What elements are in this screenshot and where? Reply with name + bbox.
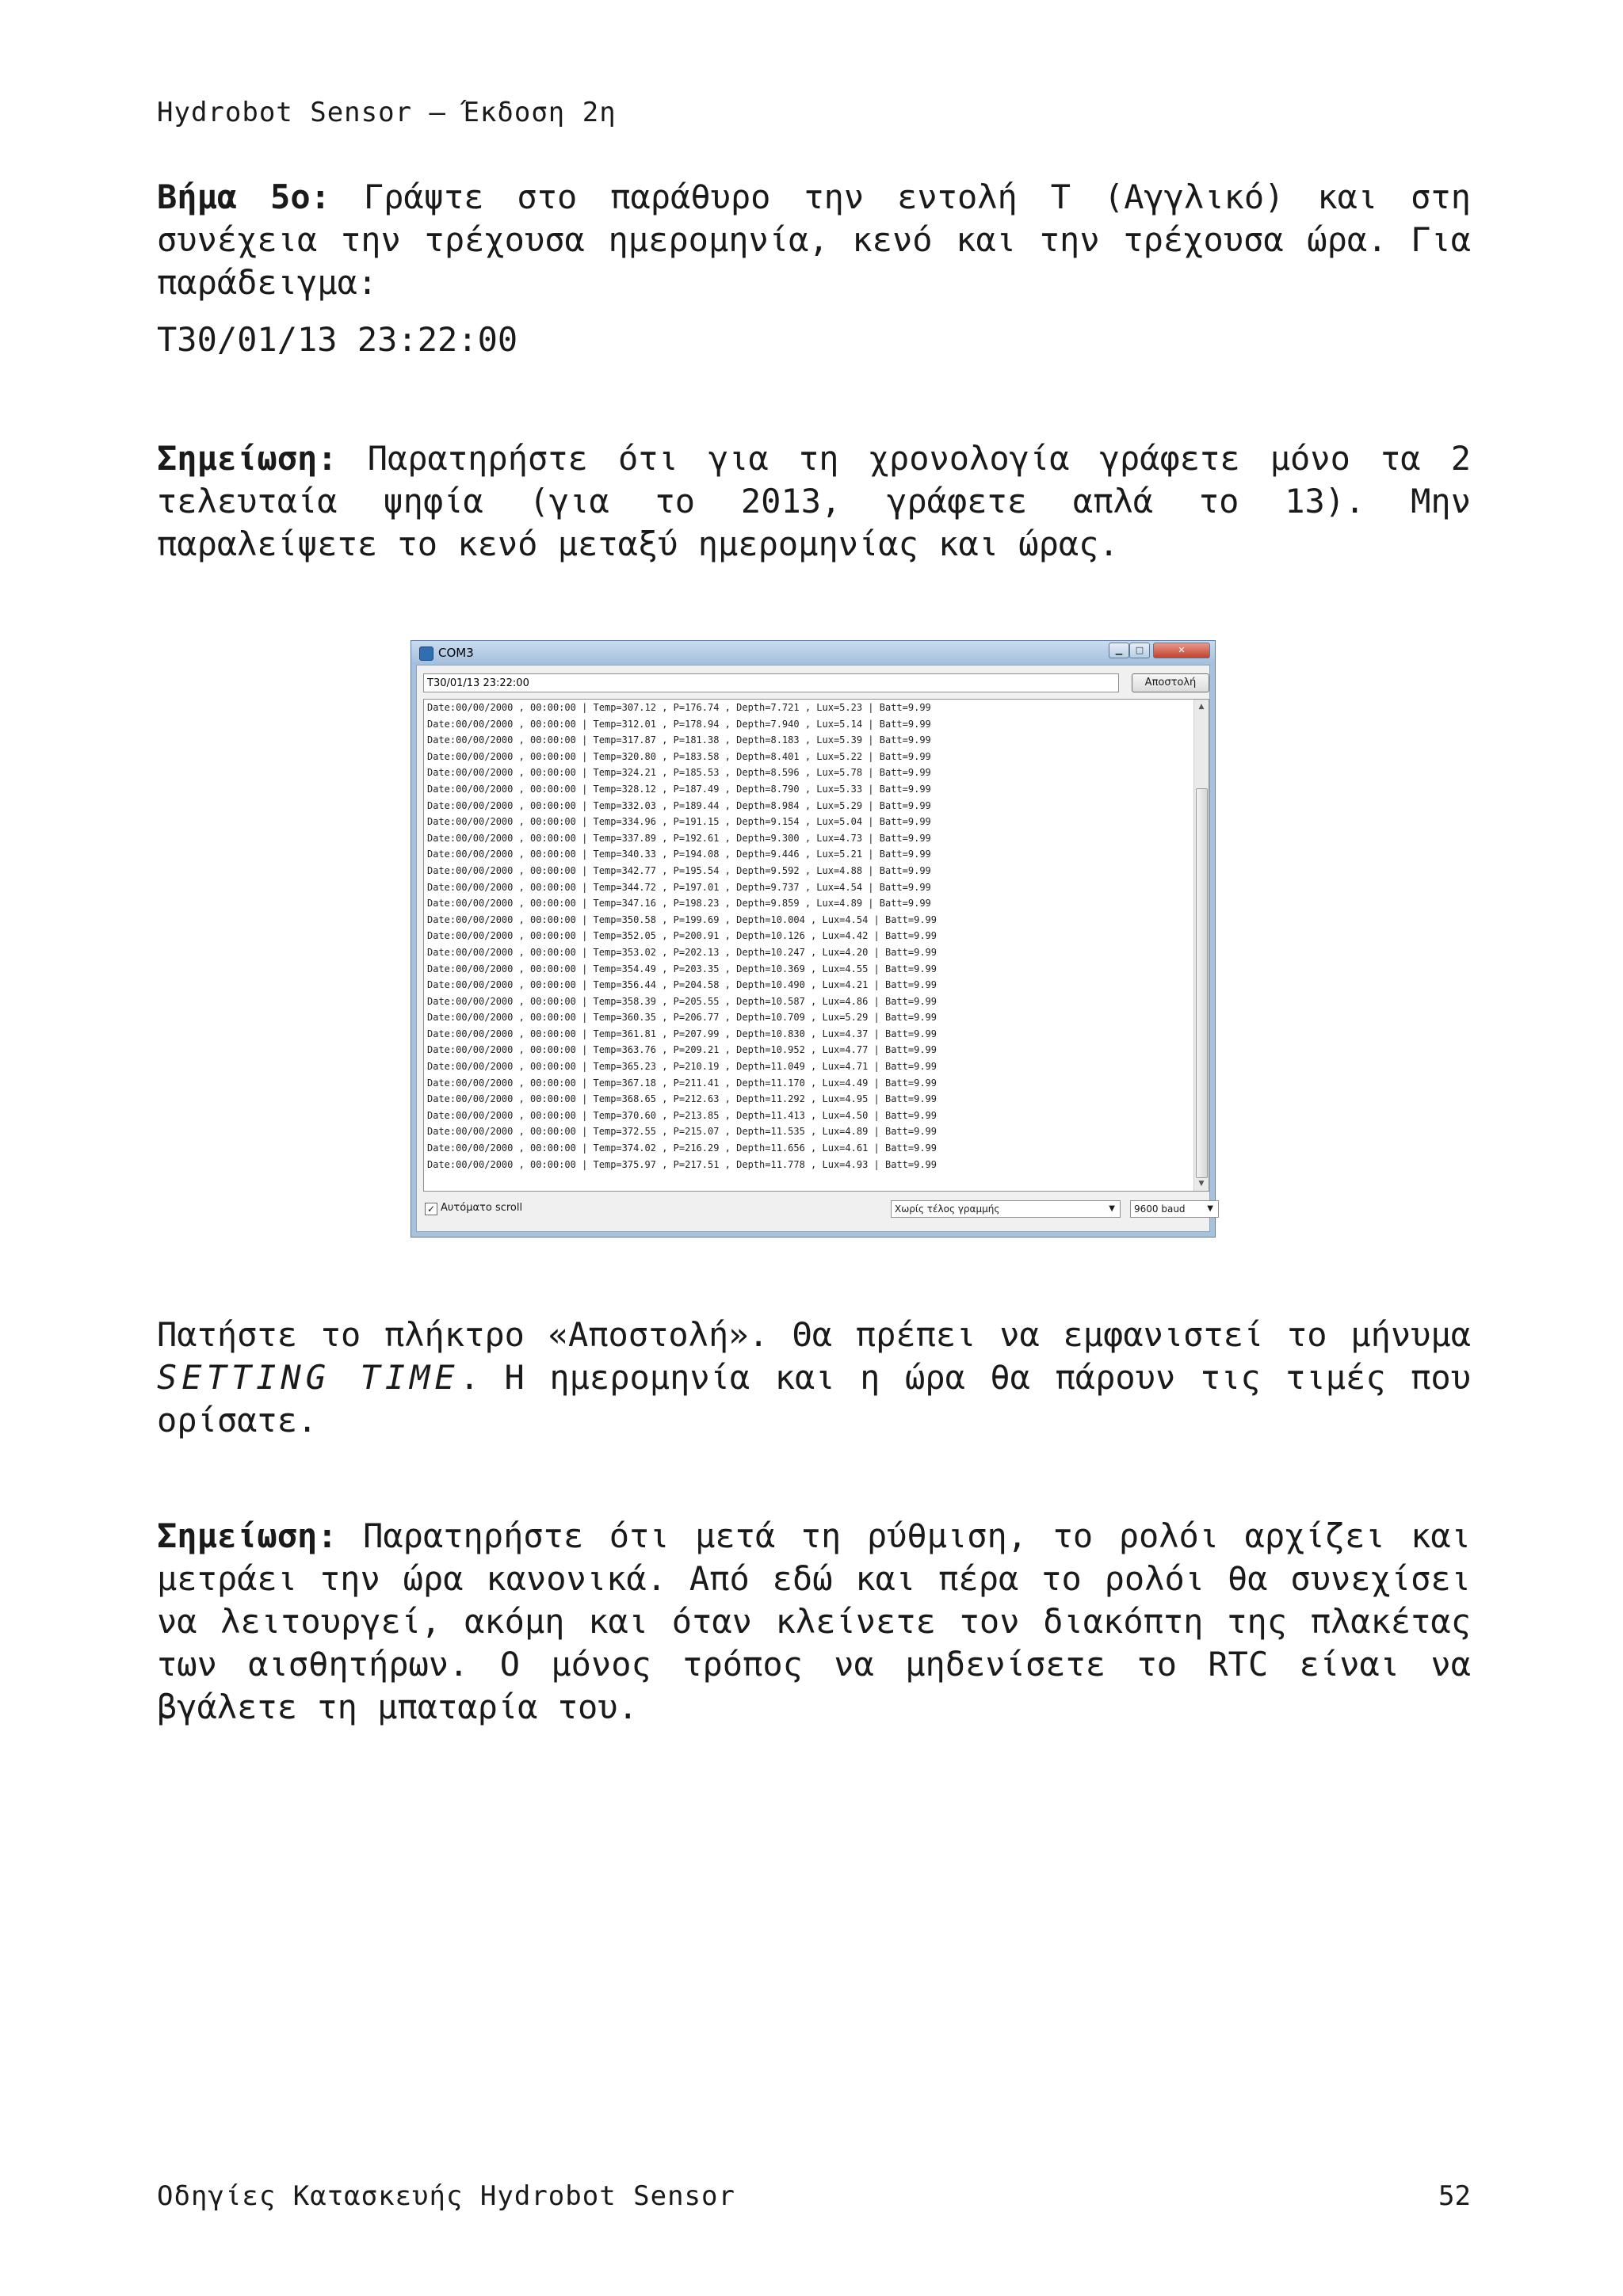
scroll-thumb[interactable]	[1196, 788, 1208, 1178]
maximize-button[interactable]: □	[1129, 643, 1150, 658]
log-line: Date:00/00/2000 , 00:00:00 | Temp=324.21 , P=185.53 , Depth=8.596 , Lux=5.78 | Batt=9.99	[427, 767, 931, 779]
log-line: Date:00/00/2000 , 00:00:00 | Temp=337.89 , P=192.61 , Depth=9.300 , Lux=4.73 | Batt=9.99	[427, 832, 931, 844]
close-button[interactable]: ✕	[1153, 643, 1210, 658]
log-line: Date:00/00/2000 , 00:00:00 | Temp=320.80 , P=183.58 , Depth=8.401 , Lux=5.22 | Batt=9.99	[427, 750, 931, 762]
line-ending-value: Χωρίς τέλος γραμμής	[895, 1203, 1000, 1215]
chevron-down-icon: ▼	[1207, 1204, 1213, 1213]
log-line: Date:00/00/2000 , 00:00:00 | Temp=358.39 , P=205.55 , Depth=10.587 , Lux=4.86 | Batt=9.99	[427, 995, 937, 1007]
window-title: COM3	[438, 646, 474, 660]
log-line: Date:00/00/2000 , 00:00:00 | Temp=368.65 , P=212.63 , Depth=11.292 , Lux=4.95 | Batt=9.99	[427, 1093, 937, 1105]
scroll-down-arrow-icon[interactable]: ▼	[1198, 1180, 1205, 1188]
note-2-paragraph	[157, 1515, 1471, 1729]
log-line: Date:00/00/2000 , 00:00:00 | Temp=332.03 , P=189.44 , Depth=8.984 , Lux=5.29 | Batt=9.99	[427, 799, 931, 811]
log-line: Date:00/00/2000 , 00:00:00 | Temp=365.23 , P=210.19 , Depth=11.049 , Lux=4.71 | Batt=9.99	[427, 1061, 937, 1073]
log-line: Date:00/00/2000 , 00:00:00 | Temp=347.16 , P=198.23 , Depth=9.859 , Lux=4.89 | Batt=9.99	[427, 898, 931, 910]
app-icon	[419, 646, 433, 661]
send-button[interactable]: Αποστολή	[1132, 673, 1209, 692]
log-line: Date:00/00/2000 , 00:00:00 | Temp=317.87 , P=181.38 , Depth=8.183 , Lux=5.39 | Batt=9.99	[427, 734, 931, 746]
serial-monitor-client	[416, 665, 1213, 1232]
log-line: Date:00/00/2000 , 00:00:00 | Temp=344.72 , P=197.01 , Depth=9.737 , Lux=4.54 | Batt=9.99	[427, 881, 931, 893]
serial-monitor-window	[411, 640, 1216, 1238]
serial-monitor-footer	[423, 1198, 1213, 1222]
window-titlebar	[411, 641, 1215, 665]
log-line: Date:00/00/2000 , 00:00:00 | Temp=367.18 , P=211.41 , Depth=11.170 , Lux=4.49 | Batt=9.99	[427, 1077, 937, 1089]
command-input[interactable]	[423, 673, 1119, 692]
log-line: Date:00/00/2000 , 00:00:00 | Temp=354.49 , P=203.35 , Depth=10.369 , Lux=4.55 | Batt=9.99	[427, 963, 937, 974]
note-2-text: Παρατηρήστε ότι μετά τη ρύθμιση, το ρολόι αρχίζει και μετράει την ώρα κανονικά. Από εδώ και πέρα το ρολόι θα συνεχίσει να λειτουργεί, ακόμη και όταν κλείνετε τον διακόπτη της πλακέτας των αισθητήρων. Ο μόνος τρόπος να μηδενίσετε το RTC είναι να βγάλετε τη μπαταρία του.	[157, 1516, 1471, 1726]
baud-rate-select[interactable]	[1130, 1200, 1219, 1218]
log-line: Date:00/00/2000 , 00:00:00 | Temp=356.44 , P=204.58 , Depth=10.490 , Lux=4.21 | Batt=9.99	[427, 979, 937, 991]
log-line: Date:00/00/2000 , 00:00:00 | Temp=353.02 , P=202.13 , Depth=10.247 , Lux=4.20 | Batt=9.99	[427, 946, 937, 958]
log-lines	[427, 700, 937, 1173]
log-line: Date:00/00/2000 , 00:00:00 | Temp=372.55 , P=215.07 , Depth=11.535 , Lux=4.89 | Batt=9.99	[427, 1126, 937, 1138]
log-line: Date:00/00/2000 , 00:00:00 | Temp=363.76 , P=209.21 , Depth=10.952 , Lux=4.77 | Batt=9.99	[427, 1044, 937, 1056]
note-1-paragraph	[157, 437, 1471, 566]
log-line: Date:00/00/2000 , 00:00:00 | Temp=360.35 , P=206.77 , Depth=10.709 , Lux=5.29 | Batt=9.99	[427, 1012, 937, 1024]
note-1-text: Παρατηρήστε ότι για τη χρονολογία γράφετε μόνο τα 2 τελευταία ψηφία (για το 2013, γράφετε απλά το 13). Μην παραλείψετε το κενό μεταξύ ημερομηνίας και ώρας.	[157, 439, 1471, 563]
log-line: Date:00/00/2000 , 00:00:00 | Temp=307.12 , P=176.74 , Depth=7.721 , Lux=5.23 | Batt=9.99	[427, 702, 931, 713]
log-line: Date:00/00/2000 , 00:00:00 | Temp=374.02 , P=216.29 , Depth=11.656 , Lux=4.61 | Batt=9.99	[427, 1142, 937, 1154]
step-5-paragraph	[157, 176, 1471, 304]
scroll-up-arrow-icon[interactable]: ▲	[1198, 703, 1205, 711]
page-header: Hydrobot Sensor – Έκδοση 2η	[157, 97, 617, 128]
autoscroll-checkbox[interactable]: ✓	[425, 1203, 437, 1215]
log-line: Date:00/00/2000 , 00:00:00 | Temp=342.77 , P=195.54 , Depth=9.592 , Lux=4.88 | Batt=9.99	[427, 864, 931, 876]
step-text: Γράψτε στο παράθυρο την εντολή T (Αγγλικό) και στη συνέχεια την τρέχουσα ημερομηνία, κενό και την τρέχουσα ώρα. Για παράδειγμα:	[157, 177, 1471, 302]
log-line: Date:00/00/2000 , 00:00:00 | Temp=350.58 , P=199.69 , Depth=10.004 , Lux=4.54 | Batt=9.99	[427, 913, 937, 925]
log-line: Date:00/00/2000 , 00:00:00 | Temp=361.81 , P=207.99 , Depth=10.830 , Lux=4.37 | Batt=9.99	[427, 1028, 937, 1039]
page-number: 52	[1438, 2180, 1471, 2212]
line-ending-select[interactable]	[891, 1200, 1121, 1218]
note-2-label: Σημείωση:	[157, 1516, 338, 1555]
page-footer: Οδηγίες Κατασκευής Hydrobot Sensor	[157, 2180, 735, 2212]
press-instruction-before: Πατήστε το πλήκτρο «Αποστολή». Θα πρέπει να εμφανιστεί το μήνυμα	[157, 1315, 1471, 1354]
log-line: Date:00/00/2000 , 00:00:00 | Temp=312.01 , P=178.94 , Depth=7.940 , Lux=5.14 | Batt=9.99	[427, 718, 931, 730]
log-line: Date:00/00/2000 , 00:00:00 | Temp=375.97 , P=217.51 , Depth=11.778 , Lux=4.93 | Batt=9.99	[427, 1158, 937, 1170]
log-line: Date:00/00/2000 , 00:00:00 | Temp=352.05 , P=200.91 , Depth=10.126 , Lux=4.42 | Batt=9.99	[427, 930, 937, 942]
log-line: Date:00/00/2000 , 00:00:00 | Temp=340.33 , P=194.08 , Depth=9.446 , Lux=5.21 | Batt=9.99	[427, 849, 931, 860]
example-command: T30/01/13 23:22:00	[157, 320, 518, 359]
log-line: Date:00/00/2000 , 00:00:00 | Temp=328.12 , P=187.49 , Depth=8.790 , Lux=5.33 | Batt=9.99	[427, 783, 931, 795]
chevron-down-icon: ▼	[1109, 1204, 1115, 1213]
press-instruction-paragraph	[157, 1314, 1471, 1442]
autoscroll-label: Αυτόματο scroll	[441, 1202, 523, 1214]
log-line: Date:00/00/2000 , 00:00:00 | Temp=334.96 , P=191.15 , Depth=9.154 , Lux=5.04 | Batt=9.99	[427, 816, 931, 828]
press-instruction-after: . Η ημερομηνία και η ώρα θα πάρουν τις τιμές που ορίσατε.	[157, 1358, 1472, 1440]
log-line: Date:00/00/2000 , 00:00:00 | Temp=370.60 , P=213.85 , Depth=11.413 , Lux=4.50 | Batt=9.99	[427, 1109, 937, 1121]
step-label: Βήμα 5ο:	[157, 177, 330, 216]
note-1-label: Σημείωση:	[157, 439, 338, 478]
minimize-button[interactable]: ▁	[1109, 643, 1129, 658]
setting-time-message: SETTING TIME	[157, 1358, 460, 1397]
baud-rate-value: 9600 baud	[1134, 1203, 1186, 1215]
vertical-scrollbar[interactable]	[1193, 700, 1209, 1191]
serial-output[interactable]	[423, 699, 1209, 1192]
